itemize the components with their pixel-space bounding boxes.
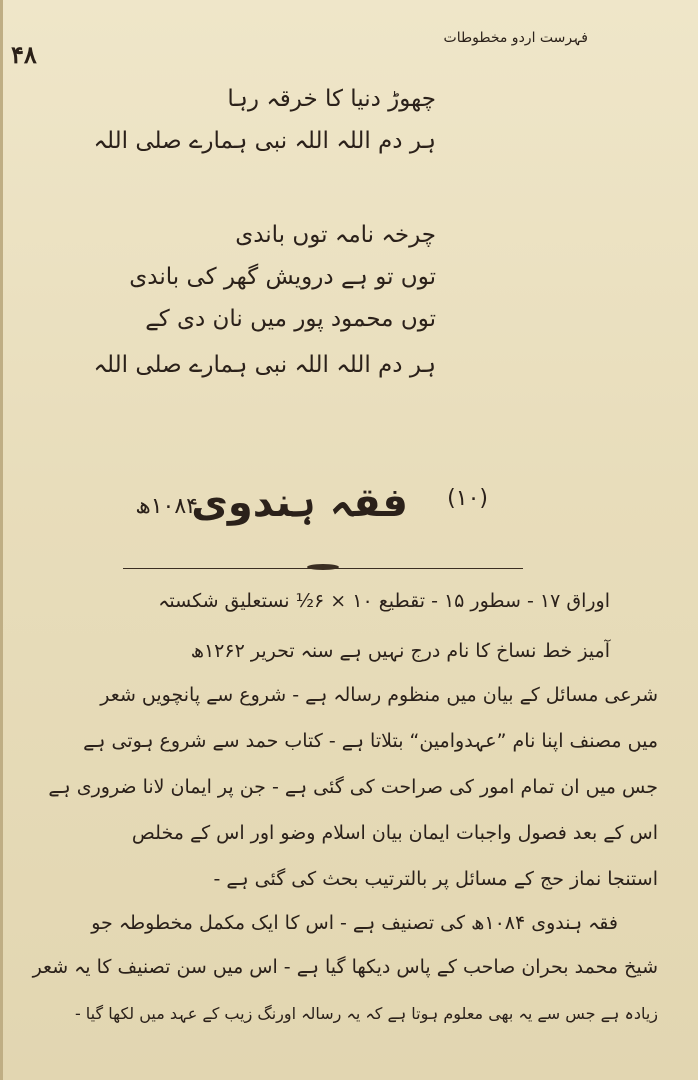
section-year: ۱۰۸۴ھ [135,494,198,519]
running-head: فہرست اردو مخطوطات [443,30,588,46]
page-number: ۴۸ [11,40,37,69]
body-line-8: فقہ ہندوی ۱۰۸۴ھ کی تصنیف ہے - اس کا ایک مکمل مخطوطہ جو [91,912,618,934]
body-line-5: جس میں ان تمام امور کی صراحت کی گئی ہے - جن پر ایمان لانا ضروری ہے [48,776,658,798]
poem-2-line-2: توں تو ہے درویش گھر کی باندی [129,264,436,290]
poem-1-line-1: چھوڑ دنیا کا خرقہ رہا [227,86,436,112]
poem-1-line-2: ہر دم اللہ اللہ نبی ہمارے صلی اللہ [93,128,436,154]
body-line-2: آمیز خط نساخ کا نام درج نہیں ہے سنہ تحریر ۱۲۶۲ھ [190,640,610,662]
body-line-7: استنجا نماز حج کے مسائل پر بالترتیب بحث کی گئی ہے - [213,868,658,890]
poem-2-line-3: توں محمود پور میں نان دی کے [145,306,436,332]
body-line-1: اوراق ۱۷ - سطور ۱۵ - تقطیع ۱۰ × ۶½ نستعلیق شکستہ [158,590,610,612]
section-number: (۱۰) [447,486,488,511]
body-line-6: اس کے بعد فصول واجبات ایمان بیان اسلام وضو اور اس کے مخلص [131,822,658,844]
body-line-10: زیادہ ہے جس سے یہ بھی معلوم ہوتا ہے کہ یہ رسالہ اورنگ زیب کے عہد میں لکھا گیا - [74,1004,658,1023]
poem-2-line-4: ہر دم اللہ اللہ نبی ہمارے صلی اللہ [93,352,436,378]
poem-2-line-1: چرخہ نامہ توں باندی [235,222,436,248]
body-line-4: میں مصنف اپنا نام ”عہدوامین“ بتلاتا ہے - کتاب حمد سے شروع ہوتی ہے [83,730,658,752]
divider-ornament [303,561,343,573]
body-line-9: شیخ محمد بحران صاحب کے پاس دیکھا گیا ہے - اس میں سن تصنیف کا یہ شعر [32,956,658,978]
body-line-3: شرعی مسائل کے بیان میں منظوم رسالہ ہے - شروع سے پانچویں شعر [100,684,658,706]
section-title: فقہ ہندوی [191,480,408,526]
